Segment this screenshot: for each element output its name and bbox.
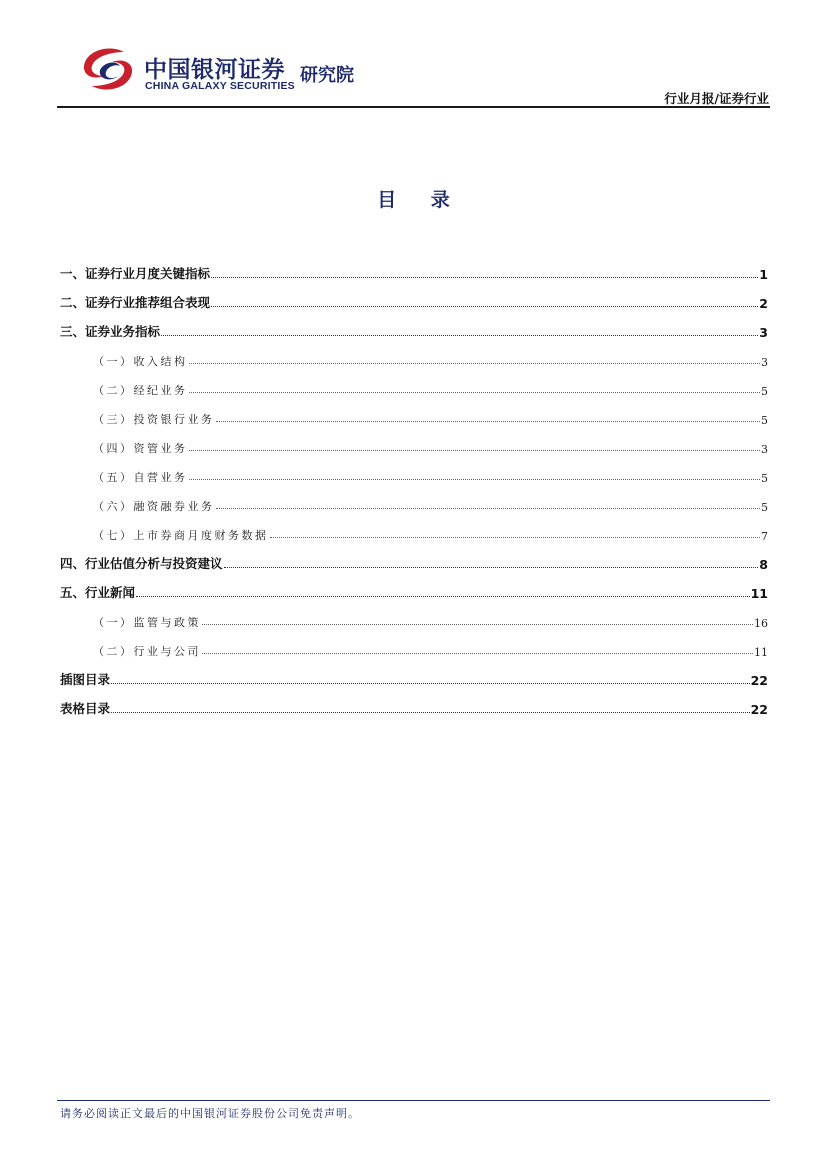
- toc-entry[interactable]: [60, 660, 768, 689]
- toc-subentry[interactable]: [60, 515, 768, 544]
- toc-entry-page: 11: [754, 646, 768, 659]
- toc-entry-label: （四）资管业务: [93, 442, 188, 455]
- toc-entry-label: （六）融资融券业务: [93, 500, 215, 513]
- brand-name-english: CHINA GALAXY SECURITIES: [145, 80, 295, 92]
- toc-dot-leader: [189, 479, 761, 480]
- toc-entry-page: 3: [761, 443, 768, 456]
- toc-entry-page: 5: [761, 472, 768, 485]
- toc-dot-leader: [111, 683, 750, 684]
- toc-subentry[interactable]: [60, 631, 768, 660]
- header-divider: [57, 106, 770, 108]
- toc-entry-label: （一）监管与政策: [93, 616, 201, 629]
- toc-entry-label: 一、证券行业月度关键指标: [60, 266, 211, 281]
- toc-dot-leader: [111, 712, 750, 713]
- toc-dot-leader: [189, 450, 761, 451]
- toc-entry-page: 11: [750, 586, 768, 601]
- toc-entry-label: （一）收入结构: [93, 355, 188, 368]
- toc-entry[interactable]: [60, 689, 768, 718]
- toc-dot-leader: [270, 537, 761, 538]
- toc-entry-label: 二、证券行业推荐组合表现: [60, 295, 211, 310]
- toc-dot-leader: [136, 596, 750, 597]
- toc-entry-label: （七）上市券商月度财务数据: [93, 529, 269, 542]
- toc-entry-page: 22: [750, 702, 768, 717]
- table-of-contents: [60, 254, 768, 718]
- toc-entry-label: （五）自营业务: [93, 471, 188, 484]
- toc-entry[interactable]: [60, 283, 768, 312]
- toc-entry-label: （三）投资银行业务: [93, 413, 215, 426]
- page-header: [0, 0, 827, 110]
- toc-entry[interactable]: [60, 312, 768, 341]
- toc-entry-page: 1: [759, 267, 768, 282]
- toc-entry-page: 22: [750, 673, 768, 688]
- toc-dot-leader: [216, 421, 761, 422]
- footer-divider: [57, 1100, 770, 1101]
- toc-subentry[interactable]: [60, 399, 768, 428]
- report-type: 行业月报/证券行业: [664, 91, 769, 106]
- toc-entry-label: 插图目录: [60, 672, 111, 687]
- toc-dot-leader: [224, 567, 759, 568]
- toc-subentry[interactable]: [60, 486, 768, 515]
- toc-entry-label: 三、证券业务指标: [60, 324, 161, 339]
- toc-entry[interactable]: [60, 254, 768, 283]
- toc-entry-page: 5: [761, 385, 768, 398]
- galaxy-logo-icon: [80, 46, 136, 92]
- toc-subentry[interactable]: [60, 602, 768, 631]
- toc-entry-page: 2: [759, 296, 768, 311]
- toc-subentry[interactable]: [60, 457, 768, 486]
- brand-name-chinese: 中国银河证券: [144, 57, 285, 83]
- toc-dot-leader: [189, 392, 761, 393]
- toc-entry-label: 四、行业估值分析与投资建议: [60, 556, 223, 571]
- toc-dot-leader: [211, 277, 758, 278]
- toc-entry-page: 5: [761, 501, 768, 514]
- toc-dot-leader: [216, 508, 761, 509]
- toc-entry-page: 5: [761, 414, 768, 427]
- toc-title: 目 录: [377, 189, 464, 211]
- toc-entry-page: 3: [759, 325, 768, 340]
- toc-dot-leader: [202, 653, 753, 654]
- toc-dot-leader: [189, 363, 761, 364]
- toc-dot-leader: [211, 306, 758, 307]
- institute-name: 研究院: [300, 65, 354, 86]
- toc-entry[interactable]: [60, 573, 768, 602]
- toc-entry-label: 表格目录: [60, 701, 111, 716]
- toc-entry-label: （二）经纪业务: [93, 384, 188, 397]
- toc-subentry[interactable]: [60, 370, 768, 399]
- toc-entry-page: 16: [754, 617, 768, 630]
- toc-subentry[interactable]: [60, 428, 768, 457]
- toc-entry-page: 3: [761, 356, 768, 369]
- toc-dot-leader: [202, 624, 753, 625]
- footer-disclaimer: 请务必阅读正文最后的中国银河证券股份公司免责声明。: [60, 1107, 360, 1120]
- toc-entry-page: 7: [761, 530, 768, 543]
- toc-dot-leader: [161, 335, 758, 336]
- toc-entry-label: （二）行业与公司: [93, 645, 201, 658]
- toc-entry-label: 五、行业新闻: [60, 585, 136, 600]
- toc-entry-page: 8: [759, 557, 768, 572]
- toc-entry[interactable]: [60, 544, 768, 573]
- toc-subentry[interactable]: [60, 341, 768, 370]
